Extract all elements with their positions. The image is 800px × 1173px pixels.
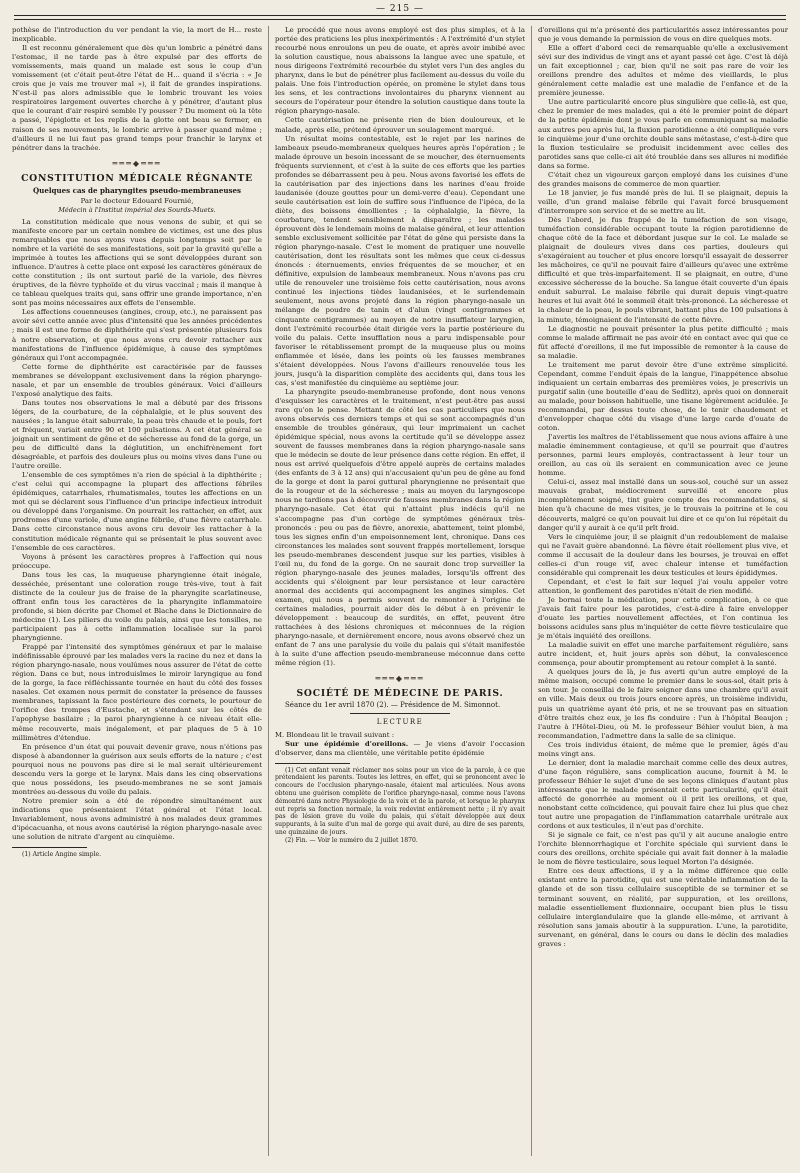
columns bbox=[12, 26, 788, 1156]
short-rule bbox=[350, 713, 450, 714]
paragraph: Celui-ci, assez mal installé dans un sous-sol, couché sur un assez mauvais grabat, médiocrement surveillé et encore plus incomplètement soigné, tint guère compte des recommandations, si bien qu'à chacune de mes visites, je le trouvais la poitrine et le cou découverts, malgré ce qu'on pouvait lui dire et ce qu'on lui répétait du danger qu'il y aurait à ce qu'il prît froid. bbox=[538, 478, 788, 532]
page-number: — 215 — bbox=[376, 4, 424, 14]
lecture-opening bbox=[275, 740, 525, 758]
paragraph: Vers le cinquième jour, il se plaignit d'un redoublement de malaise qui ne l'avait guère abandonné. La fièvre était réellement plus vive, et comme il accusait de la douleur dans les bourses, je trouvai en effet celles-ci d'un rouge vif, avec chaleur intense et tuméfaction considérable qui comprenait les deux testicules et leurs épididymes. bbox=[538, 532, 788, 577]
paragraph: Voyons à présent les caractères propres à l'affection qui nous préoccupe. bbox=[12, 552, 262, 570]
paragraph: Le diagnostic ne pouvait présenter la plus petite difficulté ; mais comme le malade affirmait ne pas avoir été en contact avec qui que ce fût affecté d'oreillons, il me fut impossible de remonter à la cause de sa maladie. bbox=[538, 324, 788, 360]
society-title: SOCIÉTÉ DE MÉDECINE DE PARIS. bbox=[296, 688, 504, 700]
paragraph: Le procédé que nous avons employé est des plus simples, et à la portée des praticiens les plus inexpérimentés : A l'extrémité d'un stylet recourbé nous enroulons un peu de ouate, et après avoir imbibé avec la solution caustique, nous abaissons la langue avec une spatule, et nous dirigeons l'extrémité recourbée du stylet vers l'un des angles du pharynx, dans le but de pénétrer plus facilement au-dessus du voile du palais. Une fois l'introduction opérée, on promène le stylet dans tous les sens, et les contractions involontaires du pharynx viennent au secours de l'opérateur pour étendre la solution caustique dans toute la région pharyngo-nasale. bbox=[275, 26, 525, 116]
paragraph: La pharyngite pseudo-membraneuse profonde, dont nous venons d'esquisser les caractères et le traitement, n'est peut-être pas aussi rare qu'on le pense. Mettant de côté les cas particuliers que nous avons observés ces derniers temps et qui se sont accompagnés d'un ensemble de troubles généraux, qui leur imprimaient un cachet épidémique spécial, nous avons la certitude qu'il se développe assez souvent de fausses membranes dans la région pharyngo-nasale sans que le médecin se doute de leur présence dans cette région. En effet, il nous est arrivé quelquefois d'être appelé auprès de certains malades (des enfants de 3 à 12 ans) qui n'accusaient qu'un peu de gêne au fond de la gorge et dont la paroi guttural pharyngienne ne présentait que de la rougeur et de la sécheresse ; mais au moyen du laryngoscope nous ne tardions pas à découvrir de fausses membranes dans la région pharyngo-nasale. Cet état qui n'attaint plus indécis qu'il ne s'accompagne pas d'un cortège de symptômes généraux très-prononcés : peu ou pas de fièvre, anorexie, abattement, teint plombé, tous les signes enfin d'un empoisonnement lent, chronique. Dans ces circonstances les malades sont souvent frappés mortellement, lorsque les pseudo-membranes descendent jusque sur les parties, visibles à l'œil nu, du fond de la gorge. On ne saurait donc trop surveiller la région pharyngo-nasale des jeunes malades, lorsqu'ils offrent des accidents qui s'éloignent par leur persistance et leur caractère anormal des accidents qui accompagnent les angines simples. Cet examen, qui nous a permis souvent de remonter à l'origine de certaines maladies, pourrait aider dès le début à en prévenir le développement : beaucoup de surdités, en effet, peuvent être rattachées à des lésions chroniques et méconnues de la région pharyngo-nasale, et dernièrement encore, nous avons observé chez un enfant de 7 ans une paralysie du voile du palais qui s'était manifestée à la suite d'une affection pseudo-membraneuse méconnue dans cette même région (1). bbox=[275, 387, 525, 668]
paragraph: Dans tous les cas, la muqueuse pharyngienne était inégale, desséchée, présentant une coloration rouge très-vive, tout à fait distincte de la couleur jus de fraise de la pharyngite scarlatineuse, offrant enfin tous les caractères de la pharyngite inflammatoire profonde, si bien décrite par Chomel et Blache dans le Dictionnaire de médecine (1). Les piliers du voile du palais, ainsi que les tonsilles, ne participaient pas à cette inflammation localisée sur la paroi pharyngienne. bbox=[12, 570, 262, 643]
paragraph: Le 18 janvier, je fus mandé près de lui. Il se plaignait, depuis la veille, d'un grand malaise fébrile qui l'avait forcé brusquement d'interrompre son service et de se mettre au lit. bbox=[538, 188, 788, 215]
session-line: Séance du 1er avril 1870 (2). — Présidence de M. Simonnot. bbox=[285, 701, 501, 710]
paragraph: Il est reconnu généralement que dès qu'un lombric a pénétré dans l'estomac, il ne tarde pas à être expulsé par des efforts de vomissements, mais quand un malade est sous le coup d'un vomissement (et c'était peut-être l'état de H... quand il s'écria : « Je crois que je vais me trouver mal »), il fait de grandes inspirations. N'est-il pas alors admissible que le lombric trouvant les voies respiratoires largement ouvertes cherche à y pénétrer, d'autant plus que le courant d'air respiré semble l'y pousser ? Du moment où la tête a passé, l'épiglotte et les replis de la glotte ont beau se fermer, en raison de ses mouvements, le lombric arrive à passer quand même ; d'ailleurs il ne lui faut pas grand temps pour franchir le larynx et pénétrer dans la trachée. bbox=[12, 44, 262, 152]
paragraph: Cette cautérisation ne présente rien de bien douloureux, et le malade, après elle, prétend éprouver un soulagement marqué. bbox=[275, 116, 525, 134]
paragraph: Cependant, et c'est le fait sur lequel j'ai voulu appeler votre attention, le gonflement des parotides n'était de rien modifié. bbox=[538, 577, 788, 595]
paragraph: Le traitement me parut devoir être d'une extrême simplicité. Cependant, comme l'enduit épais de la langue, l'inappétence absolue indiquaient un certain embarras des premières voies, je prescrivis un purgatif salin (une bouteille d'eau de Sedlitz), après quoi on donnerait au malade, pour boisson habituelle, une tisane légèrement acidulée. Je recommandai, par dessus toute chose, de le tenir chaudement et d'envelopper chaque côté du visage d'une large carde d'ouate de coton. bbox=[538, 360, 788, 433]
paragraph: Ces trois individus étaient, de même que le premier, âgés d'au moins vingt ans. bbox=[538, 740, 788, 758]
paragraph: d'oreillons qui m'a présenté des particularités assez intéressantes pour que je vous demande la permission de vous en dire quelques mots. bbox=[538, 26, 788, 44]
paragraph: Si je signale ce fait, ce n'est pas qu'il y ait aucune analogie entre l'orchite blennorrhagique et l'orchite spéciale qui survient dans le cours des oreillons, orchite spéciale qui avait fait donner à la maladie le nom de fièvre testiculaire, sous lequel Morton l'a désignée. bbox=[538, 831, 788, 867]
paragraph: Cette forme de diphthérite est caractérisée par de fausses membranes se développant exclusivement dans la région pharyngo-nasale, et par un ensemble de troubles généraux. Voici d'ailleurs l'exposé analytique des faits. bbox=[12, 362, 262, 398]
paragraph: Une autre particularité encore plus singulière que celle-là, est que, chez le premier de mes malades, qui a été le premier point de départ de la petite épidémie dont je vous parle en communiquant sa maladie aux autres peu après lui, la fluxion parotidienne a été compliquée vers le cinquième jour d'une orchite double sans métastase, c'est-à-dire que la fluxion testiculaire se produisit incidemment avec celles des parotides sans que celle-ci ait été troublée dans ses allures ni modifiée dans sa forme. bbox=[538, 98, 788, 170]
paragraph: Dès l'abord, je fus frappé de la tuméfaction de son visage, tuméfaction considérable occupant toute la région parotidienne de chaque côté de la face et débordant jusque sur le col. Le malade se plaignait de douleurs vives dans ces parties, douleurs qui s'exagéraient au toucher et plus encore lorsqu'il essayait de desserrer les mâchoires, ce qu'il ne pouvait faire d'ailleurs qu'avec une extrême difficulté et que très-imparfaitement. Il se plaignait, en outre, d'une excessive sécheresse de la bouche. Sa langue était couverte d'un épais enduit saburral. Le malaise fébrile qui durait depuis vingt-quatre heures et lui avait ôté le sommeil était très-prononcé. La sécheresse et la chaleur de la peau, le pouls vibrant, battant plus de 100 pulsations à la minute, témoignaient de l'intensité de cette fièvre. bbox=[538, 215, 788, 324]
article-body-continued bbox=[275, 26, 525, 668]
footnote-separator bbox=[275, 763, 350, 764]
header-rule bbox=[14, 15, 786, 20]
column-middle bbox=[268, 26, 525, 1156]
column-left bbox=[12, 26, 262, 1156]
paragraph: Frappé par l'intensité des symptômes généraux et par le malaise indéfinissable éprouvé par les malades vers la racine du nez et dans la région pharyngo-nasale, nous voulûmes nous assurer de l'état de cette région. Dans ce but, nous introduisîmes le miroir laryngique au fond de la gorge, la face réfléchissante tournée en haut du côté des fosses nasales. Cet examen nous permit de constater la présence de fausses membranes, tapissant la face postérieure des cornets, le pourtour de l'orifice des trompes d'Eustache, et s'étendant sur les côtés de l'apophyse basilaire ; la paroi pharyngienne à ce niveau était elle-même recouverte, mais inégalement, et par plaques de 5 à 10 millimètres d'étendue. bbox=[12, 643, 262, 742]
section-title: CONSTITUTION MÉDICALE RÉGNANTE bbox=[21, 172, 253, 184]
paragraph: Elle a offert d'abord ceci de remarquable qu'elle a exclusivement sévi sur des individus de vingt ans et ayant passé cet âge. C'est là déjà un fait exceptionnel ; car, bien qu'il ne soit pas rare de voir les oreillons prendre des adultes et même des vieillards, le plus généralement cette maladie est une maladie de l'enfance et de la première jeunesse. bbox=[538, 44, 788, 98]
paragraph: Je bornai toute la médication, pour cette complication, à ce que j'avais fait faire pour les parotides, c'est-à-dire à faire envelopper d'ouate les parties nouvellement affectées, et l'on continua les boissons acidules sans plus m'inquiéter de cette fièvre testiculaire que je m'étais inquiété des oreillons. bbox=[538, 595, 788, 641]
lecture-label: LECTURE bbox=[376, 718, 424, 727]
lecture-heading: Sur une épidémie d'oreillons. bbox=[285, 739, 409, 748]
author-affiliation: Médecin à l'Institut impérial des Sourds-Muets. bbox=[58, 205, 216, 214]
paragraph: A quelques jours de là, je fus averti qu'un autre employé de la même maison, occupé comme le premier dans le sous-sol, était pris à son tour. Je conseillai de le faire soigner dans une chambre qu'il avait en ville. Mais deux ou trois jours encore après, un troisième individu, puis un quatrième ayant été pris, et ne se trouvant pas en situation d'être traités chez eux, je les fis conduire : l'un à l'hôpital Beaujon ; l'autre à l'Hôtel-Dieu, où M. le professeur Béhier voulut bien, à ma recommandation, l'admettre dans la salle de sa clinique. bbox=[538, 668, 788, 740]
article-title: Quelques cas de pharyngites pseudo-membraneuses bbox=[32, 185, 241, 195]
paragraph: En présence d'un état qui pouvait devenir grave, nous n'étions pas disposé à abandonner la guérison aux seuls efforts de la nature ; c'est pourquoi nous ne pouvons pas dire si le mal serait ultérieurement descendu vers la gorge et le larynx. Mais dans les cinq observations que nous possédons, les pseudo-membranes ne se sont jamais montrées au-dessous du voile du palais. bbox=[12, 742, 262, 796]
paragraph: Le dernier, dont la maladie marchait comme celle des deux autres, d'une façon régulière, sans complication aucune, fournit à M. le professeur Béhier le sujet d'une de ses leçons cliniques d'autant plus intéressante que le malade présentait cette particularité, qu'il était affecté de gonorrhée au moment où il prit les oreillons, et que, nonobstant cette coïncidence, qui pouvait faire chez lui plus que chez tout autre une propagation de l'inflammation catarrhale urétrale aux cordons et aux testicules, il n'eut pas d'orchite. bbox=[538, 758, 788, 831]
paragraph: (2) Fin. — Voir le numéro du 2 juillet 1870. bbox=[285, 836, 418, 844]
paragraph: La maladie suivit en effet une marche parfaitement régulière, sans autre incident, et, huit jours après son début, la convalescence commença, pour aboutir promptement au retour complet à la santé. bbox=[538, 641, 788, 668]
paragraph: pothèse de l'introduction du ver pendant la vie, la mort de H... reste inexplicable. bbox=[12, 26, 262, 44]
paragraph: La constitution médicale que nous venons de subir, et qui se manifeste encore par un certain nombre de victimes, est une des plus remarquables que nous ayons vues depuis longtemps soit par le nombre et la variété de ses manifestations, soit par la gravité qu'elle a imprimée à toutes les affections qui se sont développées durant son influence. D'autres à cette place ont exposé les caractères généraux de cette constitution ; ils ont surtout parlé de la variole, des fièvres éruptives, de la fièvre typhoïde et du virus vaccinal ; mais il manque à ce tableau quelques traits qui, sans offrir une grande importance, n'en sont pas moins nécessaires aux effets de l'ensemble. bbox=[12, 217, 262, 308]
paragraph: Les affections couenneuses (angines, croup, etc.), ne paraissent pas avoir sévi cette année avec plus d'intensité que les années précédentes ; mais il est une forme de diphthérite qui s'est présentée plusieurs fois à notre observation, et que nous avons cru devoir rattacher aux manifestations de l'influence épidémique, à cause des symptômes généraux qui l'ont accompagnée. bbox=[12, 308, 262, 362]
paragraph: Notre premier soin a été de répondre simultanément aux indications que présentaient l'état général et l'état local. Invariablement, nous avons administré à nos malades deux grammes d'ipécacuanha, et nous avons cautérisé la région pharyngo-nasale avec une solution de nitrate d'argent au cinquième. bbox=[12, 796, 262, 842]
paragraph: L'ensemble de ces symptômes n'a rien de spécial à la diphthérite ; c'est celui qui accompagne la plupart des affections fébriles épidémiques, catarrhales, rhumatismales, toutes les affections en un mot qui se déclarent sous l'influence d'un principe infectieux introduit ou développé dans l'organisme. On pourrait les rattacher, en effet, aux prodromes d'une variole, d'une angine fébrile, d'une fièvre catarrhale. Dans cette circonstance nous avons cru devoir les rattacher à la constitution médicale régnante qui se présentait le plus souvent avec l'ensemble de ces caractères. bbox=[12, 471, 262, 552]
author-byline: Par le docteur Edouard Fournié, bbox=[80, 196, 194, 205]
paragraph: Dans toutes nos observations le mal a débuté par des frissons légers, de la courbature, de la céphalalgie, et le plus souvent des nausées ; la langue était saburrale, la peau très chaude et le pouls, fort et fréquent, variait entre 90 et 100 pulsations. A cet état général se joignait un sentiment de gêne et de sécheresse au fond de la gorge, un peu de difficulté dans la déglutition, un enchifrènement fort désagréable, et parfois des douleurs plus ou moins vives dans l'une ou l'autre oreille. bbox=[12, 398, 262, 471]
column-right bbox=[531, 26, 788, 1156]
section-divider-ornament: ═══◆═══ bbox=[375, 674, 425, 684]
lecture-opening-text: — Je viens d'avoir l'occasion d'observer, dans ma clientèle, une véritable petite épidémie bbox=[275, 739, 525, 757]
footnote: (1) Article Angine simple. bbox=[22, 851, 102, 859]
footnote-separator bbox=[12, 847, 87, 848]
footnotes bbox=[275, 767, 525, 845]
lecturer-line: M. Blondeau lit le travail suivant : bbox=[275, 730, 395, 739]
paragraph: Un résultat moins contestable, est le rejet par les narines de lambeaux pseudo-membraneux quelques heures après l'opération ; le malade éprouve un besoin incessant de se moucher, des éternuements fréquents surviennent, et c'est à la suite de ces efforts que les parties profondes se débarrassent peu à peu. Nous avons favorisé les effets de la cautérisation par des injections dans les narines d'eau froide laudanisée (douze gouttes pour un demi-verre d'eau). Cependant une seule cautérisation est loin de suffire sous l'influence de l'ipéca, de la diète, des boissons émollientes ; la céphalalgie, la fièvre, la courbature, tendent sensiblement à disparaître ; les malades éprouvent dès le lendemain moins de malaise général, et leur attention semble exclusivement sollicitée par l'état de gêne qui persiste dans la région pharyngo-nasale. C'est le moment de pratiquer une nouvelle cautérisation, dont les résultats sont les mêmes que ceux ci-dessus énoncés : éternuements, envies fréquentes de se moucher, et en définitive, expulsion de lambeaux membraneux. Nous n'avons pas cru utile de renouveler une troisième fois cette cautérisation, nous avons continué les injections tièdes laudanisées, et le surlendemain seulement, nous avons projeté dans la région pharyngo-nasale un mélange de poudre de tanin et d'alun (vingt centigrammes et cinquante centigrammes) au moyen de notre insufflateur laryngien, dont l'extrémité recourbée était dirigée vers la partie postérieure du voile du palais. Cette insufflation nous a paru indispensable pour favoriser le rétablissement prompt de la muqueuse plus ou moins enflammée et lésée, dans les points où les fausses membranes s'étaient développées. Nous l'avons d'ailleurs renouvelée tous les jours, jusqu'à la disparition complète des accidents qui, dans tous les cas, s'est manifestée du cinquième au septième jour. bbox=[275, 134, 525, 387]
paragraph: J'avertis les maîtres de l'établissement que nous avions affaire à une maladie éminemment contagieuse, et qu'il se pourrait que d'autres personnes, parmi leurs employés, contractassent à leur tour un oreillon, au cas où ils seraient en communication avec ce jeune homme. bbox=[538, 433, 788, 478]
intro-text bbox=[12, 26, 262, 153]
lecture-body bbox=[538, 26, 788, 949]
paragraph: (1) Cet enfant venait réclamer nos soins pour un vice de la parole, à ce que prétendaient les parents. Toutes les lettres, en effet, qui se prononcent avec le concours de l'occlusion pharyngo-nasale, étaient mal articulées. Nous avons obtenu une guérison complète de l'orifice pharyngo-nasal, comme nous l'avons démontré dans notre Physiologie de la voix et de la parole, et lorsque le pharynx eut repris sa fonction normale, la voix redevint entièrement nette ; il n'y avait pas de lésion grave du voile du palais, qui s'était développée aux deux suppurants, à la suite d'un mal de gorge qui avait duré, au dire de ses parents, une quinzaine de jours. bbox=[275, 766, 525, 837]
section-divider-ornament: ═══◆═══ bbox=[112, 158, 162, 168]
article-body bbox=[12, 218, 262, 842]
paragraph: C'était chez un vigoureux garçon employé dans les cuisines d'une des grandes maisons de commerce de mon quartier. bbox=[538, 170, 788, 188]
paragraph: Entre ces deux affections, il y a la même différence que celle existant entre la parotidite, qui est une véritable inflammation de la glande et de son tissu cellulaire susceptible de se terminer et se terminant souvent, en réalité, par suppuration, et les oreillons, maladie essentiellement fluxionnaire, occupant bien plus le tissu cellulaire interglandulaire que la glande elle-même, et arrivant à résolution sans jamais aboutir à la suppuration. L'une, la parotidite, survenant, en général, dans le cours ou dans le déclin des maladies graves : bbox=[538, 867, 788, 948]
